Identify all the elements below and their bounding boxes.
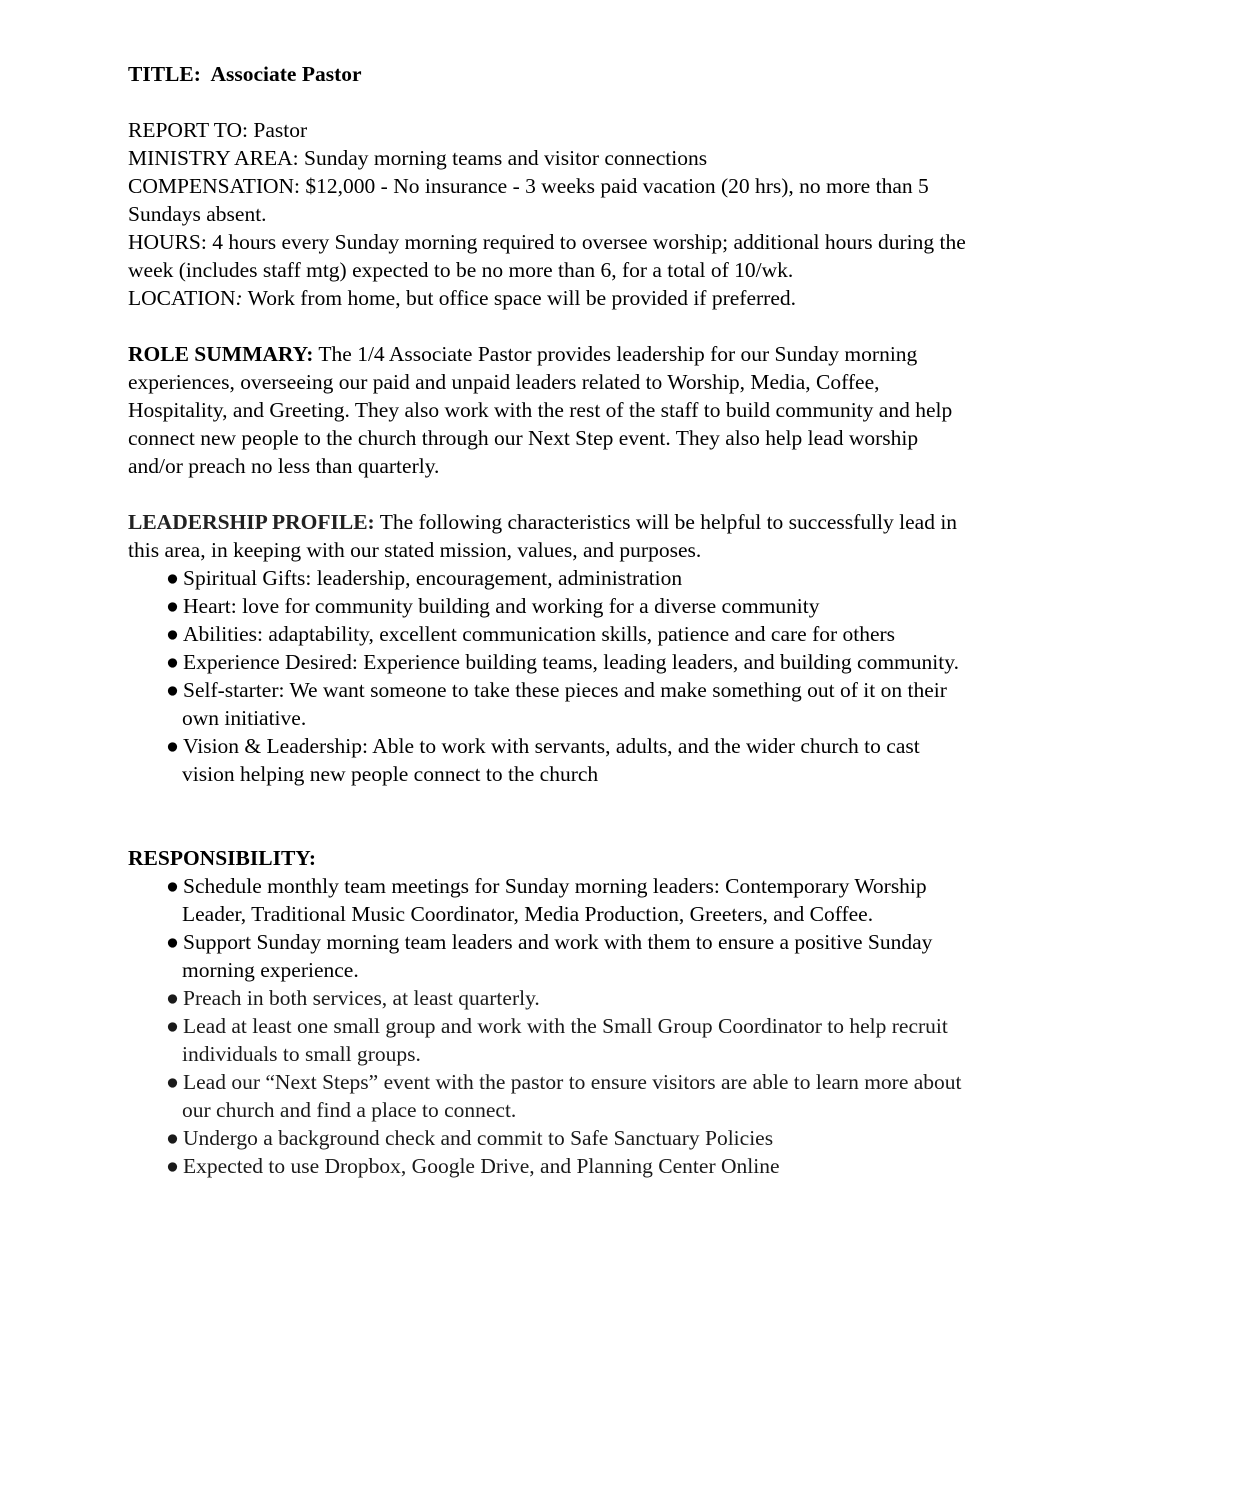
list-item: ● Preach in both services, at least quarterly. — [166, 986, 540, 1010]
bullet-icon: ● — [166, 1070, 179, 1094]
job-title — [128, 60, 1078, 88]
role-summary-line-4: connect new people to the church through our Next Step event. They also help lead worship — [128, 426, 919, 450]
spacer — [128, 312, 1078, 340]
detail-report-to: REPORT TO: Pastor — [128, 118, 308, 142]
detail-compensation: COMPENSATION: $12,000 - No insurance - 3 weeks paid vacation (20 hrs), no more than 5 — [128, 174, 929, 198]
list-item: ● Lead our “Next Steps” event with the pastor to ensure visitors are able to learn more about our church and find a place to connect. — [166, 1070, 962, 1122]
bullet-icon: ● — [166, 594, 179, 618]
role-summary-heading: ROLE SUMMARY: — [128, 342, 314, 366]
bullet-icon: ● — [166, 566, 179, 590]
list-item: ● Lead at least one small group and work with the Small Group Coordinator to help recruit individuals to small groups. — [166, 1014, 948, 1066]
responsibility-list — [128, 872, 1078, 1180]
role-summary-line-1: ROLE SUMMARY: The 1/4 Associate Pastor provides leadership for our Sunday morning — [128, 342, 918, 366]
spacer — [128, 88, 1078, 116]
document-page — [128, 60, 1078, 1180]
spacer — [128, 788, 1078, 844]
bullet-icon: ● — [166, 930, 179, 954]
bullet-icon: ● — [166, 1014, 179, 1038]
list-item: ● Undergo a background check and commit to Safe Sanctuary Policies — [166, 1126, 774, 1150]
list-item: ● Self-starter: We want someone to take these pieces and make something out of it on their own initiative. — [166, 678, 947, 730]
detail-hours: HOURS: 4 hours every Sunday morning required to oversee worship; additional hours during the — [128, 230, 966, 254]
list-item: ● Abilities: adaptability, excellent communication skills, patience and care for others — [166, 622, 896, 646]
role-summary-line-5: and/or preach no less than quarterly. — [128, 454, 440, 478]
list-item: ● Spiritual Gifts: leadership, encouragement, administration — [166, 566, 683, 590]
role-summary-line-3: Hospitality, and Greeting. They also work with the rest of the staff to build community and help — [128, 398, 953, 422]
bullet-icon: ● — [166, 650, 179, 674]
leadership-profile-heading: LEADERSHIP PROFILE: — [128, 510, 375, 534]
detail-location: LOCATION: Work from home, but office space will be provided if preferred. — [128, 286, 796, 310]
title-label: TITLE: — [128, 62, 201, 86]
detail-hours-cont: week (includes staff mtg) expected to be no more than 6, for a total of 10/wk. — [128, 258, 794, 282]
list-item: ● Support Sunday morning team leaders and work with them to ensure a positive Sunday morning experience. — [166, 930, 933, 982]
role-summary-line-2: experiences, overseeing our paid and unpaid leaders related to Worship, Media, Coffee, — [128, 370, 880, 394]
list-item: ● Experience Desired: Experience building teams, leading leaders, and building community. — [166, 650, 959, 674]
responsibility-heading-line — [128, 844, 1078, 872]
responsibility-heading: RESPONSIBILITY: — [128, 846, 316, 870]
bullet-icon: ● — [166, 734, 179, 758]
bullet-icon: ● — [166, 1154, 179, 1178]
bullet-icon: ● — [166, 874, 179, 898]
detail-compensation-cont: Sundays absent. — [128, 202, 267, 226]
list-item: ● Heart: love for community building and working for a diverse community — [166, 594, 820, 618]
bullet-icon: ● — [166, 678, 179, 702]
detail-ministry-area: MINISTRY AREA: Sunday morning teams and visitor connections — [128, 146, 708, 170]
list-item: ● Schedule monthly team meetings for Sunday morning leaders: Contemporary Worship Leader, Traditional Music Coordinator, Media Production, Greeters, and Coffee. — [166, 874, 927, 926]
leadership-profile-line-1: LEADERSHIP PROFILE: The following characteristics will be helpful to successfully lead in — [128, 510, 958, 534]
bullet-icon: ● — [166, 1126, 179, 1150]
list-item: ● Vision & Leadership: Able to work with servants, adults, and the wider church to cast vision helping new people connect to the church — [166, 734, 920, 786]
title-value: Associate Pastor — [210, 62, 362, 86]
bullet-icon: ● — [166, 986, 179, 1010]
list-item: ● Expected to use Dropbox, Google Drive, and Planning Center Online — [166, 1154, 780, 1178]
spacer — [128, 480, 1078, 508]
leadership-profile-line-2: this area, in keeping with our stated mission, values, and purposes. — [128, 538, 702, 562]
bullet-icon: ● — [166, 622, 179, 646]
leadership-profile-list — [128, 564, 1078, 788]
